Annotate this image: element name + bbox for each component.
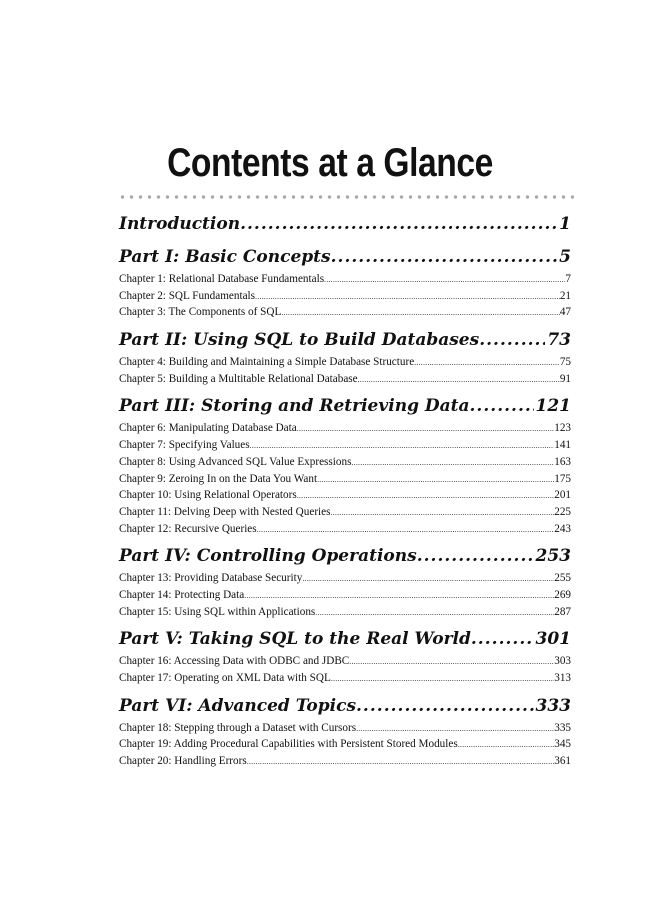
toc-chapter-label: Chapter 1: Relational Database Fundamentals [119, 273, 325, 285]
toc-chapter-label: Chapter 15: Using SQL within Applications [119, 605, 316, 618]
toc-introduction-label: Introduction [119, 214, 241, 234]
toc-chapter-label: Chapter 6: Manipulating Database Data [119, 422, 297, 435]
dot-leader [302, 571, 554, 588]
dot-leader [349, 654, 554, 671]
toc-chapter-page: 255 [554, 572, 571, 585]
toc-part-page: 253 [535, 546, 571, 567]
toc-chapter[interactable] [119, 454, 571, 471]
toc-chapter[interactable] [119, 521, 571, 538]
toc-chapter-label: Chapter 5: Building a Multitable Relational Database [119, 372, 358, 385]
dot-leader [250, 438, 555, 455]
dot-leader [317, 472, 554, 489]
toc-chapter-page: 175 [554, 472, 571, 485]
toc-part[interactable] [119, 243, 571, 271]
toc-chapter-label: Chapter 3: The Components of SQL [119, 306, 282, 319]
toc-chapter[interactable] [119, 471, 571, 488]
toc-chapter-page: 141 [554, 439, 571, 452]
toc-part-label: Part III: Storing and Retrieving Data [119, 396, 470, 417]
toc-chapter-page: 75 [559, 356, 571, 369]
toc-chapter-label: Chapter 2: SQL Fundamentals [119, 289, 255, 302]
dot-leader [417, 542, 534, 570]
toc-part-page: 333 [535, 695, 571, 716]
dot-leader [414, 355, 560, 372]
dot-leader [281, 305, 560, 322]
toc-chapter[interactable] [119, 570, 571, 587]
dotted-divider [118, 195, 574, 199]
toc-chapter-page: 123 [554, 422, 571, 435]
toc-chapter[interactable] [119, 304, 571, 321]
toc-chapter[interactable] [119, 288, 571, 305]
dot-leader [358, 372, 560, 389]
dot-leader [331, 671, 554, 688]
toc-chapter[interactable] [119, 371, 571, 388]
toc-chapter[interactable] [119, 720, 571, 737]
toc-chapter[interactable] [119, 437, 571, 454]
toc-chapter-page: 303 [554, 655, 571, 668]
toc-chapter-page: 47 [559, 306, 571, 319]
toc-chapter-label: Chapter 11: Delving Deep with Nested Queries [119, 505, 331, 518]
toc-chapter[interactable] [119, 604, 571, 621]
toc-chapter-page: 91 [559, 372, 571, 385]
dot-leader [297, 421, 555, 438]
toc-part-label: Part II: Using SQL to Build Databases [119, 330, 480, 351]
toc-part-label: Part V: Taking SQL to the Real World [119, 629, 471, 650]
dot-leader [471, 625, 534, 653]
toc-chapter[interactable] [119, 670, 571, 687]
dot-leader [470, 392, 534, 420]
toc-chapter-label: Chapter 13: Providing Database Security [119, 572, 303, 585]
toc-chapter-label: Chapter 19: Adding Procedural Capabilities with Persistent Stored Modules [119, 738, 458, 751]
toc-part-page: 73 [547, 330, 571, 351]
dot-leader [479, 326, 545, 354]
dot-leader [351, 455, 554, 472]
toc-chapter-label: Chapter 16: Accessing Data with ODBC and JDBC [119, 655, 350, 668]
toc-part-label: Part I: Basic Concepts [119, 247, 331, 267]
toc-chapter[interactable] [119, 420, 571, 437]
toc-part[interactable] [119, 326, 571, 354]
toc-chapter-page: 269 [554, 588, 571, 601]
dot-leader [324, 272, 565, 289]
toc-chapter-label: Chapter 7: Specifying Values [119, 439, 250, 452]
toc-part-label: Part VI: Advanced Topics [119, 695, 357, 716]
toc-chapter-label: Chapter 18: Stepping through a Dataset with Cursors [119, 721, 357, 734]
toc-part-label: Part IV: Controlling Operations [119, 546, 417, 567]
dot-leader [356, 721, 554, 738]
toc-chapter-label: Chapter 9: Zeroing In on the Data You Want [119, 472, 318, 485]
dot-leader [315, 605, 554, 622]
toc-part[interactable] [119, 625, 571, 653]
toc-part-page: 301 [535, 629, 571, 650]
toc-chapter[interactable] [119, 504, 571, 521]
toc-chapter-label: Chapter 20: Handling Errors [119, 755, 247, 768]
toc-chapter[interactable] [119, 753, 571, 770]
dot-leader [331, 243, 558, 271]
toc-chapter-page: 287 [554, 605, 571, 618]
dot-leader [330, 505, 554, 522]
toc-chapter-page: 243 [554, 522, 571, 535]
toc-part[interactable] [119, 692, 571, 720]
toc-part[interactable] [119, 542, 571, 570]
toc-chapter[interactable] [119, 354, 571, 371]
toc-chapter[interactable] [119, 653, 571, 670]
dot-leader [247, 754, 555, 771]
page-title: Contents at a Glance [167, 141, 493, 185]
toc-chapter[interactable] [119, 587, 571, 604]
toc-chapter-page: 345 [554, 738, 571, 751]
dot-leader [297, 488, 555, 505]
dot-leader [255, 289, 560, 306]
toc-introduction-page: 1 [559, 214, 571, 234]
toc-chapter-page: 21 [559, 289, 571, 302]
toc-chapter-label: Chapter 10: Using Relational Operators [119, 489, 297, 502]
toc-chapter-label: Chapter 14: Protecting Data [119, 588, 245, 601]
toc-part-page: 121 [535, 396, 571, 417]
toc-chapter-page: 225 [554, 505, 571, 518]
toc-chapter[interactable] [119, 736, 571, 753]
dot-leader [458, 737, 555, 754]
toc-chapter[interactable] [119, 487, 571, 504]
toc-chapter-page: 7 [565, 273, 571, 285]
toc-chapter-page: 163 [554, 455, 571, 468]
toc-chapter-label: Chapter 17: Operating on XML Data with SQL [119, 672, 331, 684]
dot-leader [240, 210, 557, 238]
dot-leader [244, 588, 554, 605]
dot-leader [257, 522, 555, 539]
toc-chapter-page: 313 [554, 672, 571, 684]
toc-chapter-page: 335 [554, 721, 571, 734]
toc-chapter-page: 361 [554, 755, 571, 768]
toc-chapter-label: Chapter 8: Using Advanced SQL Value Expressions [119, 455, 352, 468]
toc-part-page: 5 [559, 247, 571, 267]
toc-chapter[interactable] [119, 271, 571, 288]
dot-leader [356, 692, 533, 720]
toc-chapter-label: Chapter 12: Recursive Queries [119, 522, 257, 535]
toc-part[interactable] [119, 392, 571, 420]
toc-chapter-page: 201 [554, 489, 571, 502]
toc-introduction[interactable] [119, 210, 571, 238]
table-of-contents [119, 210, 571, 770]
toc-chapter-label: Chapter 4: Building and Maintaining a Simple Database Structure [119, 356, 415, 369]
